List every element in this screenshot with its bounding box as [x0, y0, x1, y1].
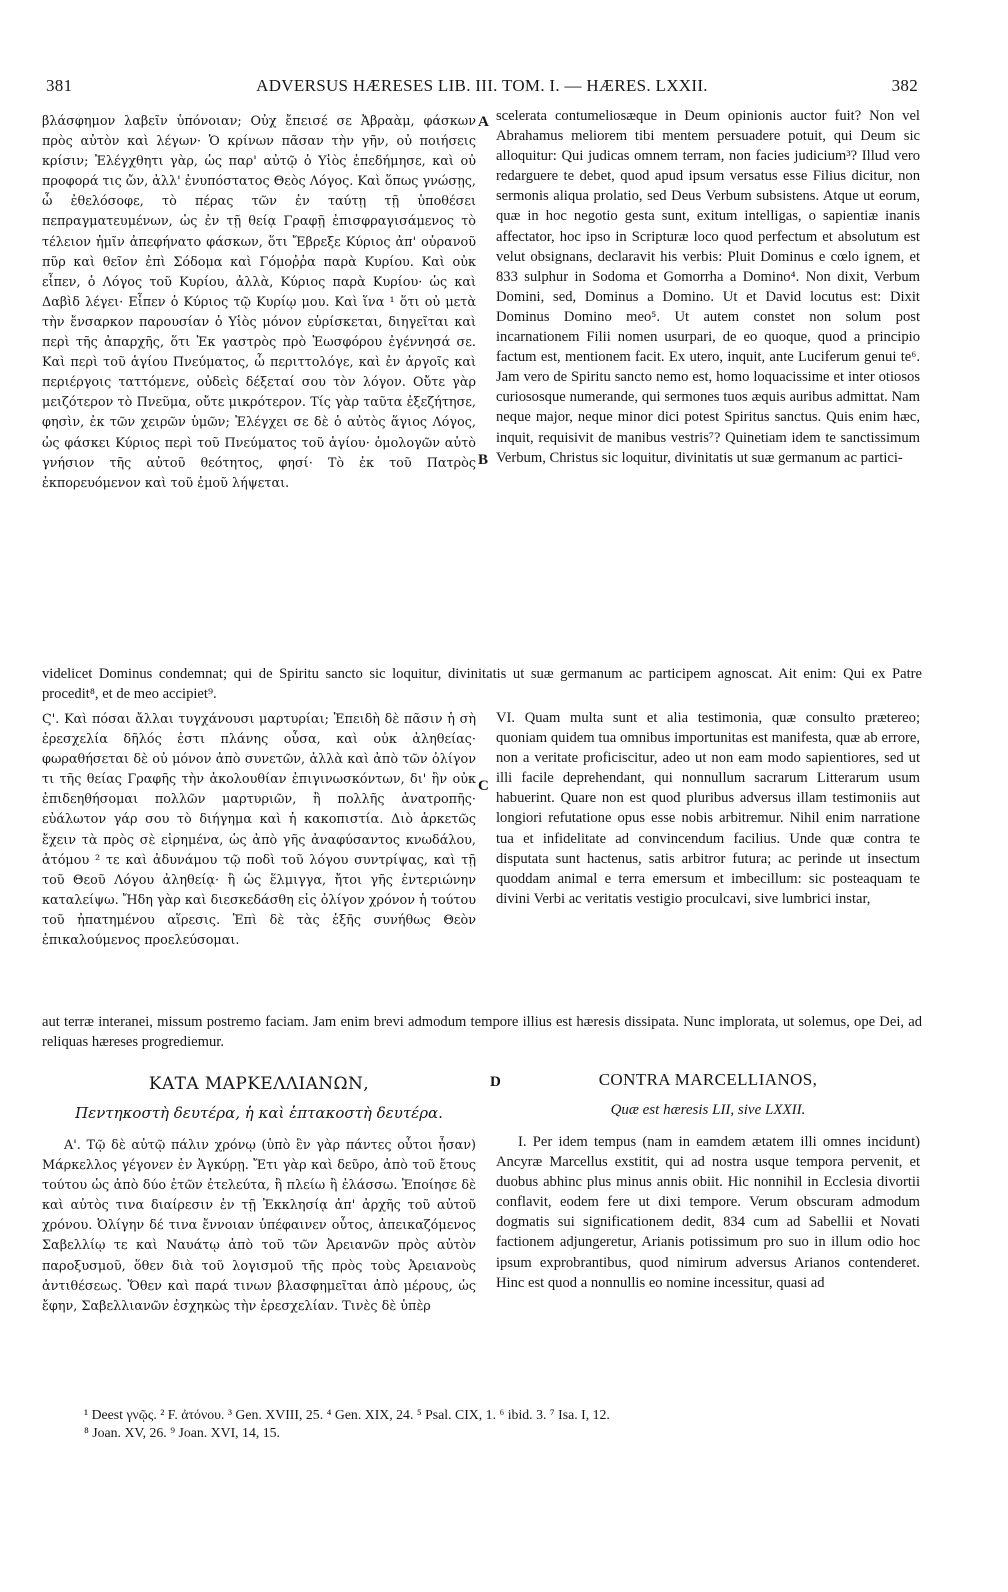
latin-column-3: [496, 1132, 920, 1388]
bridge-text-2-body: aut terræ interanei, missum postremo faciam. Jam enim brevi admodum tempore illius est hæresis dissipata. Nunc implorata, ut solemus, ope Dei, ad reliquas hæreses progrediemur.: [42, 1014, 922, 1051]
greek-text-3: Α'. Τῷ δὲ αὐτῷ πάλιν χρόνῳ (ὑπὸ ἓν γὰρ πάντες οὗτοι ἦσαν) Μάρκελλος γέγονεν ἐν Ἀγκύρῃ. Ἔτι γὰρ καὶ δεῦρο, ἀπὸ τοῦ ἔτους τούτου ὡς ἀπὸ δύο ἐτῶν ἐτελεύτα, ἢ πλείω ἢ ἐλάσσω. Ἐποίησε δὲ καὶ αὐτὸς τινα διαίρεσιν ἐν τῇ Ἐκκλησίᾳ ἀπ' ἀρχῆς τοῦ αὐτοῦ χρόνου. Ὀλίγην δέ τινα ἔννοιαν ὑπέφαινεν οὗτος, ἀπεικαζόμενος Σαβελλίῳ τε καὶ Ναυάτῳ ἀπὸ τοῦ τῶν Ἀρειανῶν πρὸς αὐτὸν παροξυσμοῦ, ὅθεν διὰ τοῦ λογισμοῦ τῆς πρὸς τοὺς Ἀρειανοὺς ἀντιθέσεως. Ὅθεν καὶ παρά τινων βλασφημεῖται ἀπὸ μέρους, ὡς ἔφην, Σαβελλιανῶν ἐσχηκὼς τὴν ἐρεσχελίαν. Τινὲς δὲ ὑπὲρ: [42, 1138, 476, 1314]
greek-column-3: [42, 1136, 476, 1388]
greek-section-title: ΚΑΤΑ ΜΑΡΚΕΛΛΙΑΝΩΝ,: [148, 1074, 370, 1094]
page-number-right: 382: [891, 76, 918, 95]
footnotes: [84, 1406, 924, 1442]
latin-text-3: I. Per idem tempus (nam in eamdem ætatem illi omnes incidunt) Ancyræ Marcellus exstitit, qui ad nostra usque tempora pervenit, et duobus abhinc plus minus annis obiit. Hic nonnihil in Ecclesia divortii conflavit, eodem fere ut dixi tempore. Verum obscuram admodum dogmatis sui significationem dedit, 834 cum ad Sabellii et Novati factionem adjungeretur, Arianis potissimum pro suo in illum odio hoc ipsum exprobrantibus, quod nimirum adversus Arianos contenderet. Hinc est quod a nonnullis eo nomine incessitur, quasi ad: [496, 1134, 920, 1291]
greek-section-subtitle: Πεντηκοστὴ δευτέρα, ἡ καὶ ἑπτακοστὴ δευτέρα.: [75, 1104, 443, 1122]
running-header: [46, 76, 918, 102]
latin-text-2: VI. Quam multa sunt et alia testimonia, quæ consulto prætereo; quoniam quidem tua omnibus importunitas est manifesta, quæ ab errore, non a veritate proficiscitur, adeo ut non eam modo sapientiores, sed ut illi facile deprehendant, qui nonnullum sacrarum Litterarum usum habuerint. Quare non est quod pluribus adversus illam testimoniis aut longiori refutatione opus esse nobis arbitremur. Nihil enim narratione tua et infidelitate ad convincendum facilius. Unde quæ contra te disputata sunt hactenus, satis arbitror futura; ac perinde ut insectum quoddam animal e terra emersum et imbecillum: sic posteaquam te divini Verbi ac veritatis vestigio proculcavi, sive lumbrici instar,: [496, 710, 920, 907]
running-title: ADVERSUS HÆRESES LIB. III. TOM. I. — HÆRES. LXXII.: [256, 76, 708, 95]
bridge-text-1: [42, 664, 922, 706]
footnote-line-1: ¹ Deest γνῷς. ² F. ἀτόνου. ³ Gen. XVIII, 25. ⁴ Gen. XIX, 24. ⁵ Psal. CIX, 1. ⁶ ibid. 3. ⁷ Isa. I, 12.: [84, 1407, 610, 1422]
bridge-text-2: [42, 1012, 922, 1054]
margin-mark-b: B: [478, 452, 489, 468]
page-number-left: 381: [46, 76, 73, 95]
footnote-line-2: ⁸ Joan. XV, 26. ⁹ Joan. XVI, 14, 15.: [84, 1425, 280, 1440]
latin-section-subtitle: Quæ est hæresis LII, sive LXXII.: [610, 1102, 806, 1118]
margin-mark-c: C: [478, 778, 489, 794]
latin-section-title: CONTRA MARCELLIANOS,: [598, 1070, 818, 1089]
latin-column-1: [496, 106, 920, 662]
bridge-text-1-body: videlicet Dominus condemnat; qui de Spiritu sancto sic loquitur, divinitatis ut suæ germanum ac participem agnoscat. Ait enim: Qui ex Patre procedit⁸, et de meo accipiet⁹.: [42, 666, 922, 703]
greek-column-2: [42, 710, 476, 1010]
greek-column-1: [42, 112, 476, 652]
margin-mark-d: D: [490, 1074, 501, 1090]
margin-mark-a: A: [478, 114, 489, 130]
greek-text-2: Ϛ'. Καὶ πόσαι ἄλλαι τυγχάνουσι μαρτυρίαι; Ἐπειδὴ δὲ πᾶσιν ἡ σὴ ἐρεσχελία δῆλός ἐστι πλάνης οὖσα, καὶ οὐκ ἀληθείας· φωραθήσεται δὲ οὐ μόνον ἀπὸ συνετῶν, ἀλλὰ καὶ ἀπὸ τῶν ὀλίγον τι τῆς θείας Γραφῆς τὴν ἀκολουθίαν ἐπιγινωσκόντων, δι' ἣν οὐκ ἐπιδεηθήσομαι πολλῶν μαρτυριῶν, ἢ πολλῆς ἀνατροπῆς· εὐάλωτον γάρ σου τὸ διήγημα καὶ ἡ κακοπιστία. Διὸ ἀρκετῶς ἔχειν τὰ πρὸς σὲ εἰρημένα, ὡς ἀπὸ γῆς ἀναφύσαντος κνωδάλου, ἀτόμου ² τε καὶ ἀδυνάμου τῷ ποδὶ τοῦ λόγου συντρίψας, καὶ τῇ τοῦ Θεοῦ Λόγου ἀληθείᾳ· ἢ ὡς ἕλμιγγα, ἤτοι γῆς ἐντεριώνην καταλείψω. Ἤδη γὰρ καὶ διεσκεδάσθη εἰς ὀλίγον χρόνον ἡ τούτου τοῦ ἠπατημένου αἵρεσις. Ἐπὶ δὲ τὰς ἑξῆς συνήθως Θεὸν ἐπικαλούμενος προελεύσομαι.: [42, 712, 476, 949]
latin-text-1: scelerata contumeliosæque in Deum opinionis auctor fuit? Non vel Abrahamus meliorem tibi mentem persuadere potuit, qui Deum sic alloquitur: Qui judicas omnem terram, non facies judicium³? Illud vero redarguere te debet, quod apud ipsum versatus esse Filius dicitur, non sermonis aliqua prolatio, sed Deus Verbum subsistens. Atque ut eorum, quæ in hoc negotio gesta sunt, exitum intelligas, o sapientiæ inanis affectator, hoc ipso in Scripturæ loco quod perfectum et absolutum est velut obsignans, declaravit his verbis: Pluit Dominus e cœlo ignem, et 833 sulphur in Sodoma et Gomorrha a Domino⁴. Non dixit, Verbum Domini, sed, Dominus a Domino. Ut et David locutus est: Dixit Dominus Domino meo⁵. Ut autem constet non solum post incarnationem Filii nomen usurpari, de eo quoque, quod a principio factum est, mentionem facit. Ex utero, inquit, ante Luciferum genui te⁶. Jam vero de Spiritu sancto nemo est, homo loquacissime et inter otiosos curiososque numerande, qui sermones tuos æquis auribus admittat. Nam neque major, neque minor dici potest Spiritus sanctus. Quis enim hæc, inquit, requisivit de manibus vestris⁷? Quinetiam idem te sanctissimum Verbum, Christus sic loquitur, divinitatis ut suæ germanum ac partici-: [496, 108, 920, 466]
greek-text-1: βλάσφημον λαβεῖν ὑπόνοιαν; Οὐχ ἔπεισέ σε Ἀβραὰμ, φάσκων πρὸς αὐτὸν καὶ λέγων· Ὁ κρίνων πᾶσαν τὴν γῆν, οὐ ποιήσεις κρίσιν; Ἐλέγχθητι γὰρ, ὡς παρ' αὐτῷ ὁ Υἱὸς ἐπεδήμησε, καὶ οὐ προφορά τις ὤν, ἀλλ' ἐνυπόστατος Θεὸς Λόγος. Καὶ ὅπως γνώσῃς, ὦ ἐθελόσοφε, τὸ πέρας τῶν ἐν ταύτῃ τῇ ὑποθέσει πεπραγματευμένων, ὡς ἐν τῇ θείᾳ Γραφῇ ἐπισφραγισάμενος τὸ τέλειον ἡμῖν ἀπεφήνατο φάσκων, ὅτι Ἔβρεξε Κύριος ἀπ' οὐρανοῦ πῦρ καὶ θεῖον ἐπὶ Σόδομα καὶ Γόμοῤῥα παρὰ Κυρίου. Καὶ οὐκ εἶπεν, ὁ Λόγος τοῦ Κυρίου, ἀλλὰ, Κύριος παρὰ Κυρίου· ὡς καὶ Δαβὶδ λέγει· Εἶπεν ὁ Κύριος τῷ Κυρίῳ μου. Καὶ ἵνα ¹ ὅτι οὐ μετὰ τὴν ἔνσαρκον παρουσίαν ὁ Υἱὸς μόνον εὑρίσκεται, διηγεῖται καὶ περὶ τῆς ἀπαρχῆς, ὅτι Ἐκ γαστρὸς πρὸ Ἑωσφόρου ἐγέννησά σε. Καὶ περὶ τοῦ ἁγίου Πνεύματος, ὦ περιττολόγε, καὶ ἐν ἀργοῖς καὶ περιέργοις ταττόμενε, οὐδεὶς δέξεταί σου τὸν λόγον. Οὔτε γὰρ μειζότερον τὸ Πνεῦμα, οὔτε μικρότερον. Τίς γὰρ ταῦτα ἐξεζήτησε, φησὶν, ἐκ τῶν χειρῶν ὑμῶν; Ἐλέγχει σε δὲ ὁ αὐτὸς ἅγιος Λόγος, ὡς φάσκει Κύριος περὶ τοῦ Πνεύματος τοῦ ἁγίου· ὁμολογῶν αὐτὸ γνήσιον τῆς αὐτοῦ θεότητος, φησί· Τὸ ἐκ τοῦ Πατρὸς ἐκπορευόμενον καὶ τοῦ ἐμοῦ λήψεται.: [42, 114, 476, 491]
latin-column-2: [496, 708, 920, 1010]
